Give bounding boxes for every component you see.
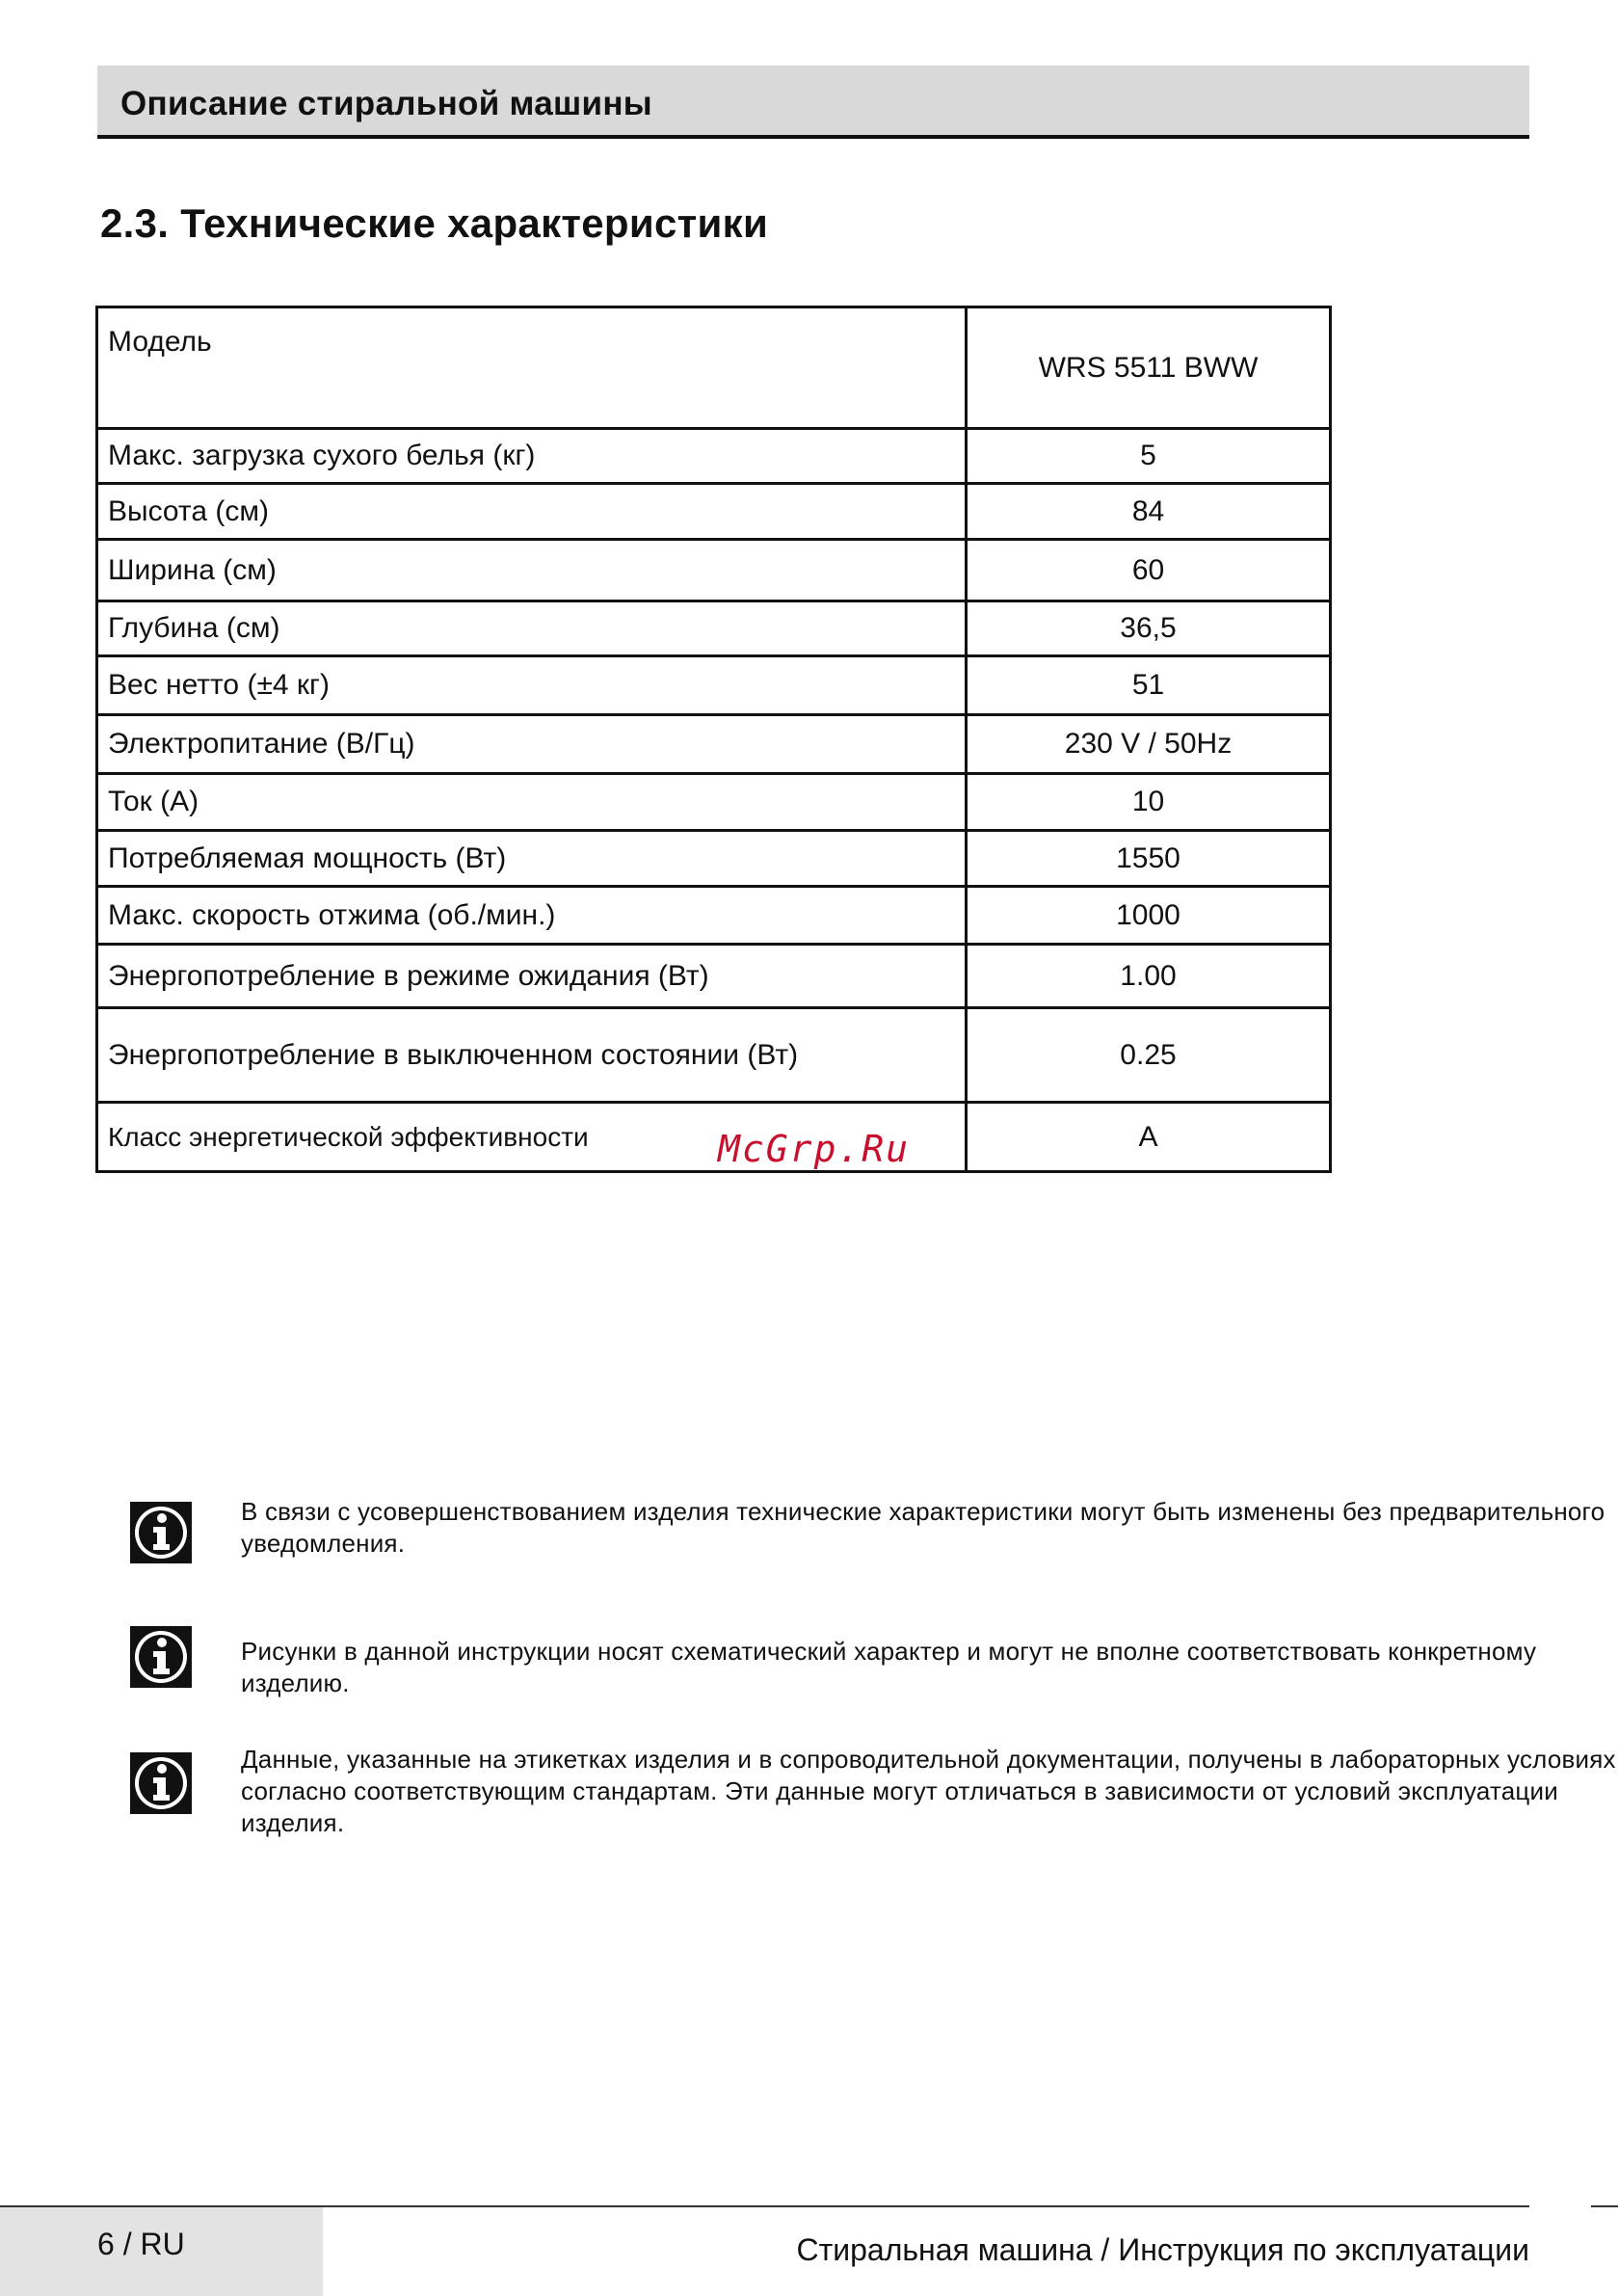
table-row [97,887,1331,945]
spec-value: 1000 [967,887,1331,945]
spec-label: Вес нетто (±4 кг) [97,656,967,715]
spec-label: Макс. скорость отжима (об./мин.) [97,887,967,945]
spec-value: 5 [967,429,1331,484]
table-row [97,429,1331,484]
table-row [97,1008,1331,1103]
spec-label: Макс. загрузка сухого белья (кг) [97,429,967,484]
spec-value: 84 [967,484,1331,540]
spec-table [95,306,1332,1173]
table-row [97,656,1331,715]
spec-value: 1550 [967,831,1331,887]
spec-value: A [967,1103,1331,1172]
table-row [97,774,1331,831]
table-row [97,540,1331,601]
footer-document-title: Стиральная машина / Инструкция по эксплуатации [796,2232,1529,2267]
table-row [97,484,1331,540]
table-row [97,1103,1331,1172]
table-row [97,715,1331,774]
spec-label: Электропитание (В/Гц) [97,715,967,774]
spec-label: Глубина (см) [97,601,967,656]
spec-label: Ширина (см) [97,540,967,601]
spec-label: Энергопотребление в выключенном состоянии (Вт) [97,1008,967,1103]
table-row [97,831,1331,887]
info-icon [130,1626,192,1688]
table-row [97,945,1331,1008]
spec-value: 36,5 [967,601,1331,656]
note-text: В связи с усовершенствованием изделия технические характеристики могут быть изменены без предварительного уведомления. [241,1497,1605,1558]
note-text: Данные, указанные на этикетках изделия и в сопроводительной документации, получены в лабораторных условиях согласно соответствующим стандартам. Эти данные могут отличаться в зависимости от условий эксплуатации изделия. [241,1745,1616,1837]
spec-value: 1.00 [967,945,1331,1008]
section-header-bar [97,66,1529,139]
page-title: 2.3. Технические характеристики [100,200,769,246]
footer-divider-tick [1591,2205,1618,2207]
spec-value: WRS 5511 BWW [967,307,1331,429]
table-row [97,601,1331,656]
spec-label: Высота (см) [97,484,967,540]
spec-label: Ток (A) [97,774,967,831]
spec-label: Энергопотребление в режиме ожидания (Вт) [97,945,967,1008]
spec-label: Класс энергетической эффективности [97,1103,967,1172]
note-text: Рисунки в данной инструкции носят схематический характер и могут не вполне соответствовать конкретному изделию. [241,1637,1537,1697]
section-header-title: Описание стиральной машины [120,85,652,122]
spec-label: Модель [97,307,967,429]
page-number: 6 / RU [97,2227,185,2261]
info-icon [130,1502,192,1563]
info-icon [130,1752,192,1814]
spec-value: 0.25 [967,1008,1331,1103]
spec-value: 10 [967,774,1331,831]
watermark-text: McGrp.Ru [718,1128,911,1170]
spec-value: 51 [967,656,1331,715]
spec-value: 230 V / 50Hz [967,715,1331,774]
spec-label: Потребляемая мощность (Вт) [97,831,967,887]
table-row [97,307,1331,429]
spec-value: 60 [967,540,1331,601]
